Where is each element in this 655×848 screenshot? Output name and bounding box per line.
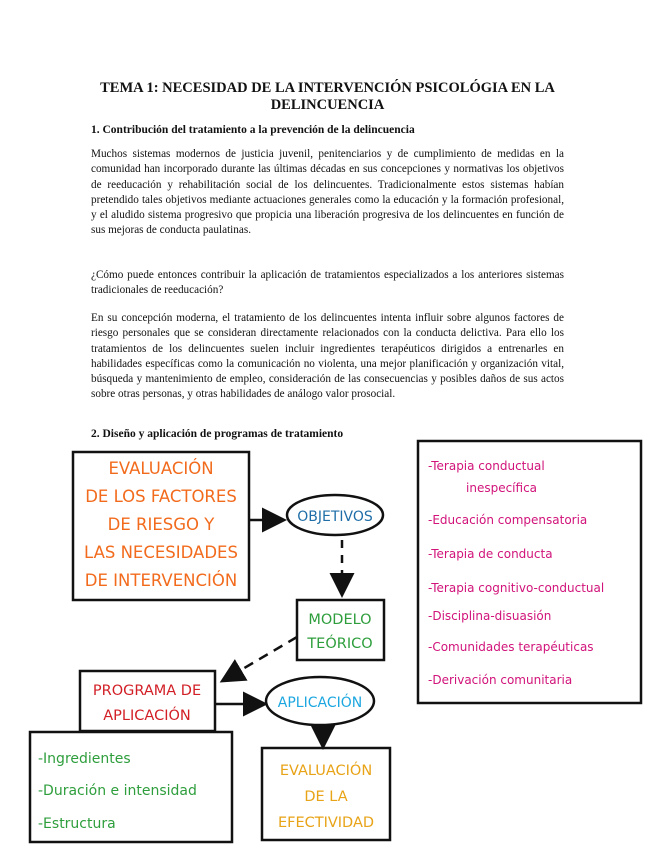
section-2-heading: 2. Diseño y aplicación de programas de tratamiento: [91, 428, 344, 440]
paragraph-2: ¿Cómo puede entonces contribuir la aplicación de tratamientos especializados a los anteriores sistemas tradicionales de reeducación?: [91, 269, 564, 297]
paragraph-1: Muchos sistemas modernos de justicia juvenil, penitenciarios y de cumplimiento de medidas en la comunidad han incorporado durante las últimas décadas en sus concepciones y normativas los objetivos de reeducación y rehabilitación social de los delincuentes. Tradicionalmente estos sistemas habían pretendido tales objetivos mediante actuaciones generales como la educación y la formación profesional, y el aludido sistema progresivo que propicia una liberación progresiva de los delincuentes en función de sus mejoras de conducta paulatinas.: [91, 148, 564, 237]
paragraph-3: En su concepción moderna, el tratamiento de los delincuentes intenta influir sobre algunos factores de riesgo personales que se consideran directamente relacionados con la conducta delictiva. Para ello los tratamientos de los delincuentes suelen incluir ingredientes terapéuticos dirigidos a entrenarles en habilidades específicas como la comunicación no violenta, una mejor planificación y organización vital, búsqueda y mantenimiento de empleo, consideración de las consecuencias y posibles daños de sus actos sobre otras personas, y otras habilidades de análogo valor prosocial.: [91, 312, 564, 401]
therapy-item-4: -Terapia cognitivo-conductual: [428, 581, 605, 595]
therapy-item-2: -Educación compensatoria: [428, 513, 588, 527]
therapy-item-3: -Terapia de conducta: [428, 547, 553, 561]
modelo-text: [306, 612, 372, 652]
page-title: TEMA 1: NECESIDAD DE LA INTERVENCIÓN PSICOLÓGIA EN LA DELINCUENCIA: [100, 80, 555, 113]
therapy-item-1b: inespecífica: [466, 481, 538, 495]
evaluacion-line-4: LAS NECESIDADES: [84, 543, 238, 562]
objetivos-label: OBJETIVOS: [297, 509, 373, 525]
efectividad-line-1: EVALUACIÓN: [279, 763, 373, 779]
modelo-line-2: TEÓRICO: [307, 636, 373, 652]
evaluacion-line-2: DE LOS FACTORES: [85, 487, 237, 506]
efectividad-line-3: EFECTIVIDAD: [277, 815, 375, 831]
evaluacion-line-3: DE RIESGO Y: [107, 515, 215, 534]
component-item-2: -Duración e intensidad: [38, 783, 197, 799]
aplicacion-label: APLICACIÓN: [277, 695, 363, 711]
component-item-3: -Estructura: [38, 816, 116, 832]
therapy-item-6: -Comunidades terapéuticas: [428, 640, 594, 654]
section-1-heading: 1. Contribución del tratamiento a la prevención de la delincuencia: [91, 124, 415, 136]
therapies-list: [428, 459, 604, 687]
components-list: [38, 751, 197, 832]
evaluacion-line-5: DE INTERVENCIÓN: [84, 571, 238, 590]
modelo-line-1: MODELO: [308, 612, 372, 628]
arrow-to-programa: [224, 637, 297, 680]
evaluacion-text: [84, 459, 238, 590]
evaluacion-line-1: EVALUACIÓN: [108, 459, 214, 478]
therapy-item-5: -Disciplina-disuasión: [428, 609, 552, 623]
therapy-item-1: -Terapia conductual: [428, 459, 545, 473]
efectividad-text: [278, 761, 374, 831]
component-item-1: -Ingredientes: [38, 751, 131, 767]
therapy-item-7: -Derivación comunitaria: [428, 673, 573, 687]
programa-line-2: APLICACIÓN: [103, 708, 191, 724]
programa-text: [93, 683, 201, 724]
programa-line-1: PROGRAMA DE: [92, 683, 202, 699]
efectividad-line-2: DE LA: [304, 789, 348, 805]
